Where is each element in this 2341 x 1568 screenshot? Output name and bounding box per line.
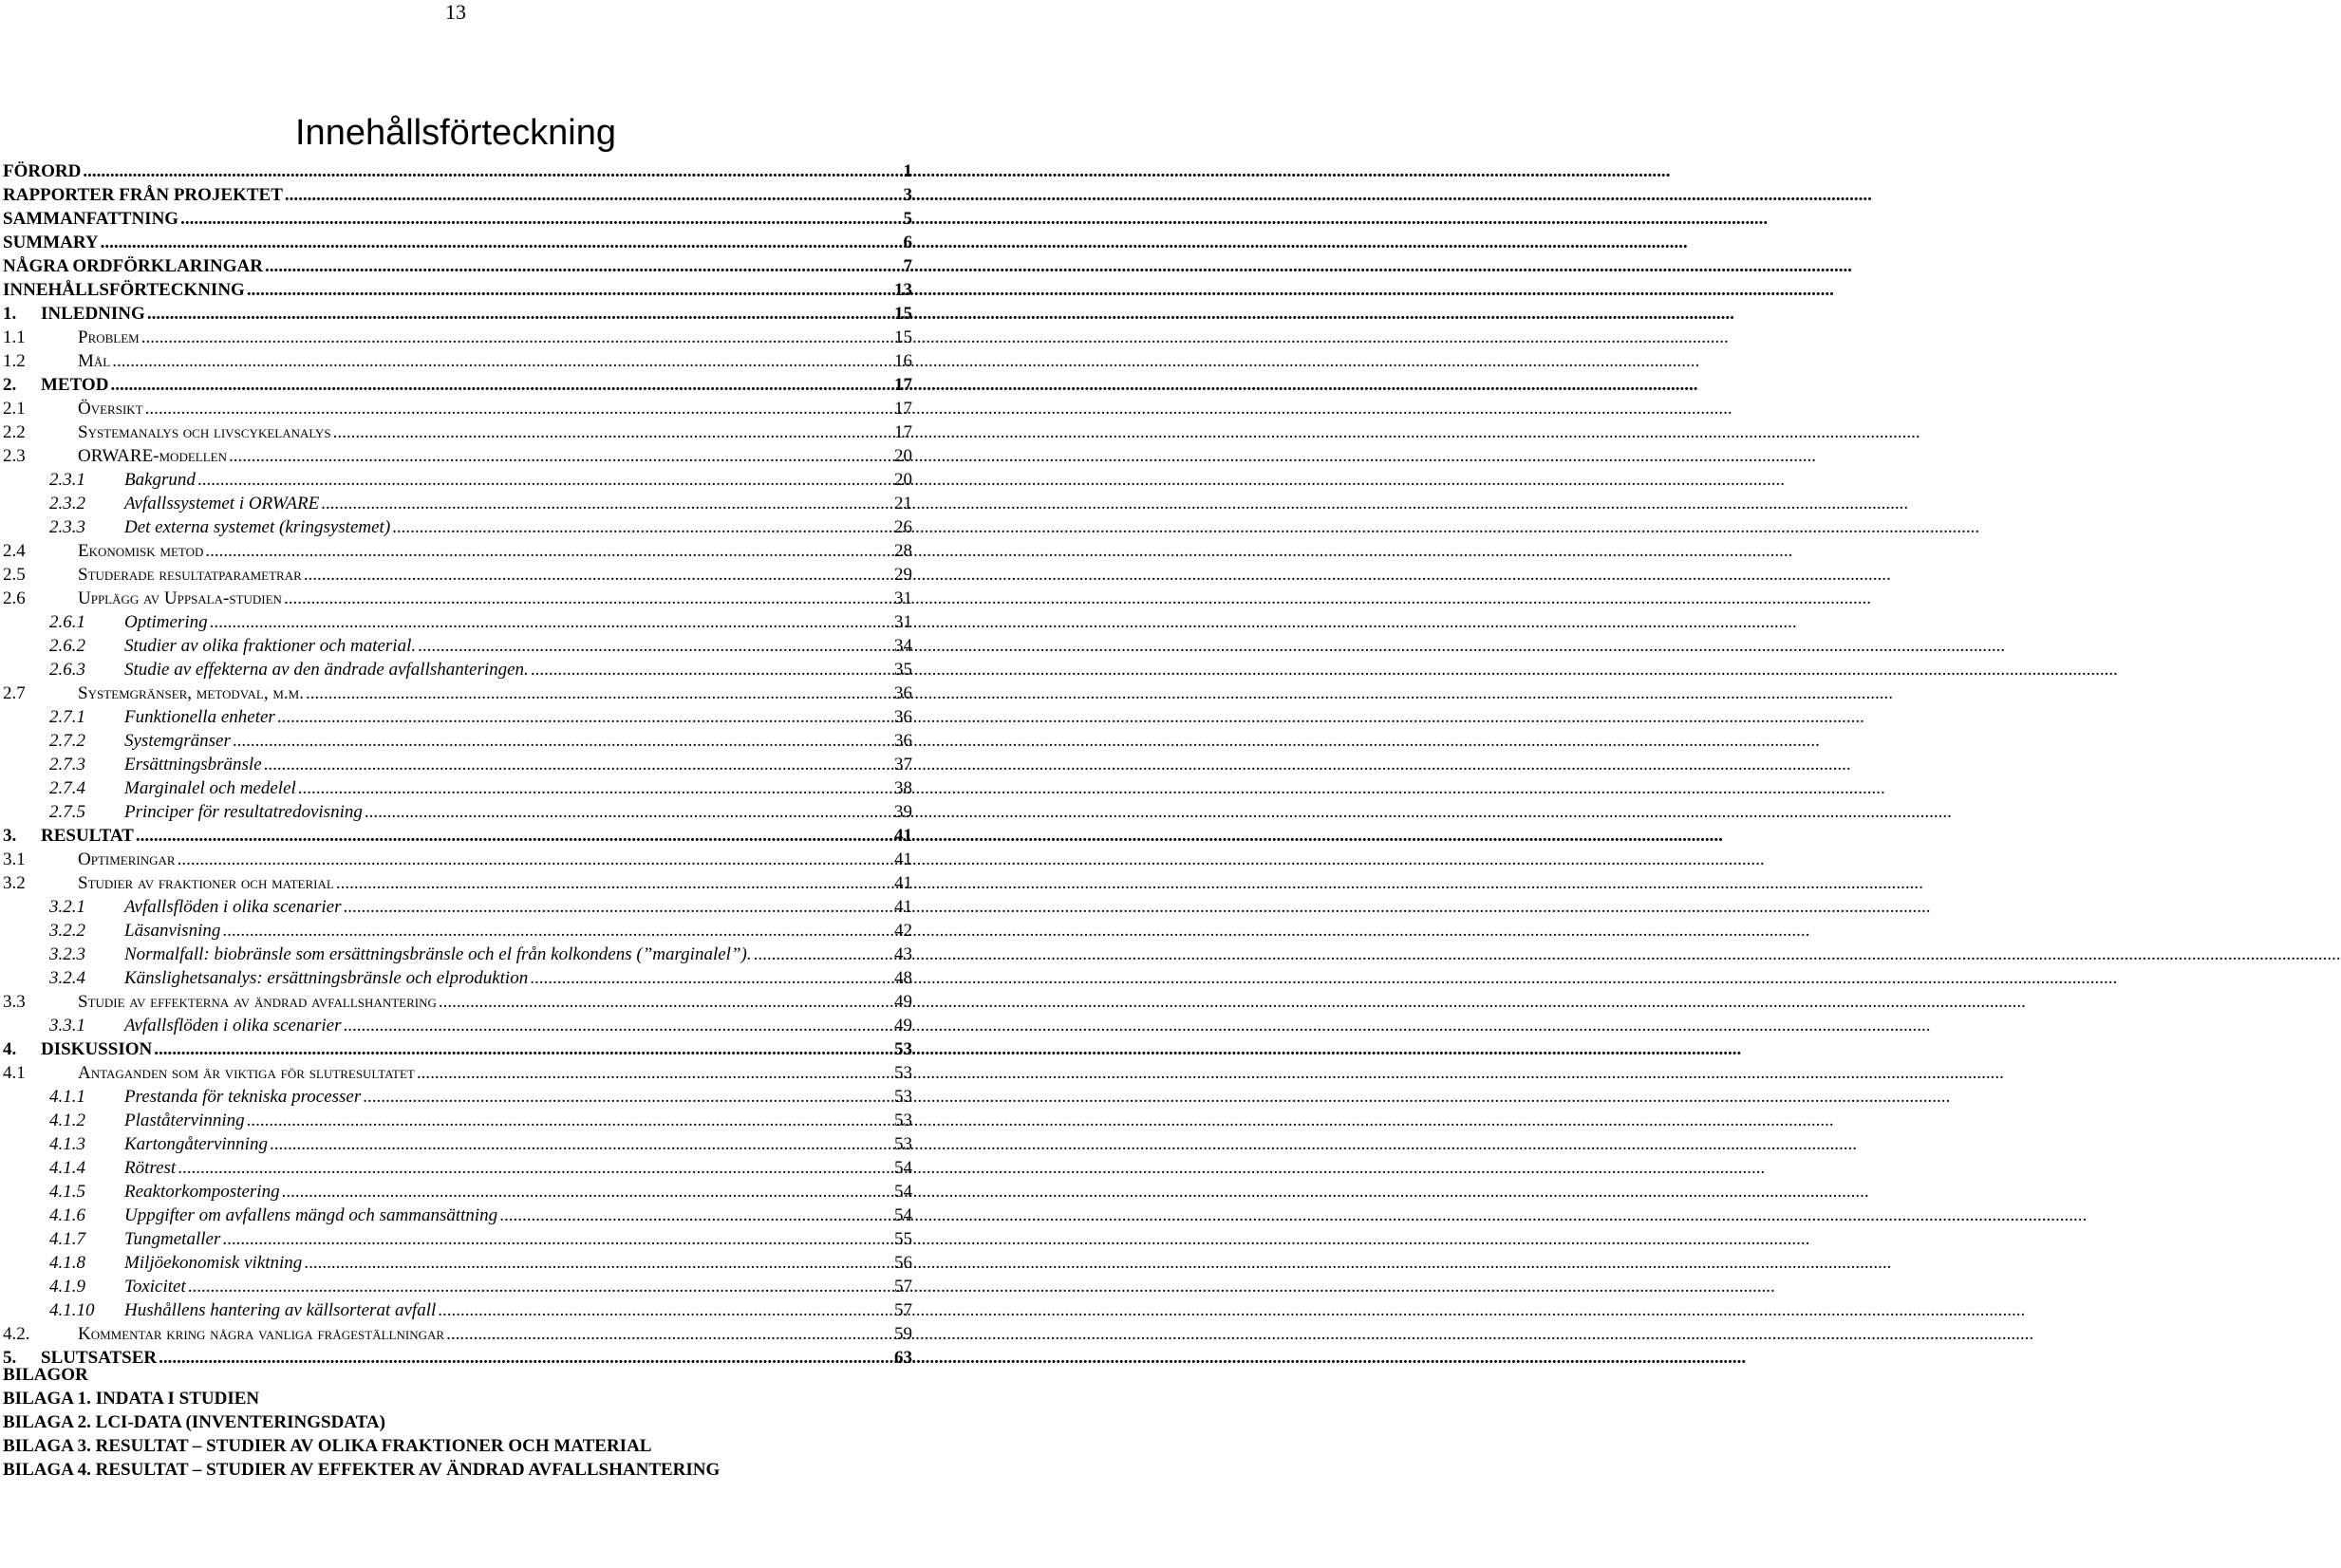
toc-entry-page: 57 [894,1300,912,1320]
toc-entry-label: Studie av effekterna av ändrad avfallshantering [78,992,437,1012]
toc-entry[interactable] [3,515,912,539]
toc-entry-number: 2.5 [3,565,26,585]
toc-dot-leader [439,990,890,1014]
toc-entry-label: Toxicitet [124,1277,186,1297]
toc-entry-number: 4.1.9 [49,1277,85,1297]
toc-entry[interactable] [3,800,912,824]
toc-entry-label: Systemanalys och livscykelanalys [78,422,331,442]
toc-entry-number: 2.2 [3,422,26,442]
toc-entry-page: 38 [894,778,912,798]
toc-entry-number: 2.6 [3,588,26,608]
toc-dot-leader [282,1180,890,1204]
toc-entry-label: Avfallssystemet i ORWARE [124,494,320,513]
toc-dot-leader [136,824,890,848]
toc-entry-number: 2.3 [3,446,26,466]
toc-entry-page: 63 [894,1348,912,1368]
toc-entry[interactable] [3,1204,912,1227]
toc-entry-label: RESULTAT [41,826,134,846]
toc-entry-number: 4.1.4 [49,1158,85,1178]
toc-entry[interactable] [3,1061,912,1085]
toc-entry-label: Systemgränser, metodval, m.m. [78,683,304,703]
toc-dot-leader [754,943,890,966]
page-number: 13 [445,0,466,24]
toc-entry-number: 2.1 [3,399,26,419]
toc-entry-number: 2.3.3 [49,517,85,537]
toc-entry-number: 3.2 [3,873,26,893]
toc-entry[interactable] [3,729,912,753]
toc-entry[interactable] [3,159,912,183]
toc-entry-page: 7 [903,256,912,276]
toc-entry-page: 39 [894,802,912,822]
toc-entry-label: NÅGRA ORDFÖRKLARINGAR [3,256,263,276]
toc-entry-number: 4.1 [3,1063,26,1083]
toc-entry-number: 4.1.7 [49,1229,85,1249]
toc-entry-number: 4.1.10 [49,1300,95,1320]
toc-entry-number: 1.2 [3,351,26,371]
toc-entry[interactable] [3,1180,912,1204]
toc-entry-label: Läsanvisning [124,921,221,941]
toc-entry-number: 2. [3,375,17,395]
toc-entry-page: 53 [894,1134,912,1154]
toc-entry[interactable] [3,539,912,563]
toc-entry-number: 2.7 [3,683,26,703]
toc-dot-leader [438,1298,890,1322]
toc-entry-label: Det externa systemet (kringsystemet) [124,517,391,537]
toc-entry-number: 4.1.5 [49,1182,85,1202]
toc-entry-label: Problem [78,327,140,347]
toc-entry-label: SLUTSATSER [41,1348,158,1368]
toc-entry-page: 54 [894,1182,912,1202]
toc-dot-leader [270,1132,890,1156]
toc-entry-number: 3.1 [3,849,26,869]
toc-entry-label: Mål [78,351,111,371]
toc-dot-leader [188,1275,890,1298]
toc-entry-label: Bakgrund [124,470,196,490]
toc-entry-page: 36 [894,731,912,751]
toc-entry[interactable] [3,824,912,848]
toc-entry-page: 43 [894,944,912,964]
toc-dot-leader [417,1061,890,1085]
toc-entry-page: 26 [894,517,912,537]
toc-entry[interactable] [3,1132,912,1156]
toc-dot-leader [499,1204,890,1227]
toc-entry-page: 20 [894,470,912,490]
toc-entry-number: 3.2.1 [49,897,85,917]
toc-entry-number: 4.1.6 [49,1205,85,1225]
toc-entry-label: INNEHÅLLSFÖRTECKNING [3,280,245,300]
toc-entry[interactable] [3,468,912,492]
toc-entry-number: 2.6.3 [49,660,85,680]
toc-entry[interactable] [3,254,912,278]
toc-dot-leader [418,634,890,658]
toc-entry-number: 4.1.8 [49,1253,85,1273]
toc-entry-page: 17 [894,375,912,395]
toc-dot-leader [285,183,900,207]
toc-dot-leader [147,302,890,326]
appendix-item: BILAGA 1. INDATA I STUDIEN [3,1389,260,1409]
toc-dot-leader [180,207,899,231]
toc-entry-label: Marginalel och medelel [124,778,296,798]
toc-dot-leader [304,1251,890,1275]
toc-entry-label: Studier av fraktioner och material [78,873,334,893]
toc-entry[interactable] [3,871,912,895]
toc-dot-leader [336,871,890,895]
toc-entry-page: 53 [894,1039,912,1059]
toc-entry-number: 5. [3,1348,17,1368]
toc-entry-label: Optimeringar [78,849,176,869]
toc-entry[interactable] [3,397,912,420]
toc-entry-page: 13 [894,280,912,300]
toc-dot-leader [277,705,890,729]
toc-entry[interactable] [3,919,912,943]
toc-entry-number: 2.6.1 [49,612,85,632]
toc-entry-page: 36 [894,707,912,727]
toc-entry[interactable] [3,943,912,966]
toc-dot-leader [110,373,890,397]
toc-entry-page: 21 [894,494,912,513]
toc-entry-label: Studier av olika fraktioner och material. [124,636,417,656]
toc-entry-label: Kartongåtervinning [124,1134,268,1154]
toc-entry[interactable] [3,1251,912,1275]
toc-entry-number: 2.7.3 [49,755,85,775]
toc-entry[interactable] [3,848,912,871]
toc-entry-label: Studie av effekterna av den ändrade avfallshanteringen. [124,660,529,680]
toc-dot-leader [83,159,899,183]
toc-entry[interactable] [3,753,912,776]
toc-entry-number: 4.1.3 [49,1134,85,1154]
appendix-item: BILAGA 3. RESULTAT – STUDIER AV OLIKA FRAKTIONER OCH MATERIAL [3,1436,652,1456]
toc-entry-page: 29 [894,565,912,585]
toc-entry[interactable] [3,1275,912,1298]
toc-entry-number: 2.3.2 [49,494,85,513]
toc-entry-page: 54 [894,1205,912,1225]
toc-dot-leader [247,1109,890,1132]
toc-entry-label: Uppgifter om avfallens mängd och sammansättning [124,1205,498,1225]
toc-entry-label: SAMMANFATTNING [3,209,179,229]
toc-entry-page: 6 [903,233,912,252]
toc-dot-leader [154,1037,890,1061]
toc-dot-leader [112,349,890,373]
toc-entry[interactable] [3,1109,912,1132]
toc-dot-leader [210,610,890,634]
toc-entry[interactable] [3,1298,912,1322]
toc-dot-leader [197,468,890,492]
toc-entry-page: 59 [894,1324,912,1344]
toc-entry[interactable] [3,326,912,349]
toc-entry-page: 54 [894,1158,912,1178]
toc-entry[interactable] [3,1037,912,1061]
appendix-heading: BILAGOR [3,1365,88,1385]
toc-entry-page: 41 [894,849,912,869]
toc-dot-leader [321,492,890,515]
toc-entry-label: INLEDNING [41,304,145,324]
toc-entry-label: Optimering [124,612,208,632]
toc-entry-label: Prestanda för tekniska processer [124,1087,362,1107]
toc-entry[interactable] [3,610,912,634]
toc-entry-number: 4. [3,1039,17,1059]
toc-entry[interactable] [3,1014,912,1037]
toc-entry[interactable] [3,1322,912,1346]
toc-entry-page: 28 [894,541,912,561]
toc-entry-number: 3.2.2 [49,921,85,941]
toc-entry-number: 2.7.1 [49,707,85,727]
toc-entry[interactable] [3,1085,912,1109]
toc-entry-page: 20 [894,446,912,466]
toc-entry-label: RAPPORTER FRÅN PROJEKTET [3,185,283,205]
toc-entry-page: 49 [894,992,912,1012]
toc-dot-leader [178,1156,890,1180]
toc-entry-page: 49 [894,1016,912,1036]
toc-entry-label: Plaståtervinning [124,1111,245,1130]
toc-dot-leader [229,444,890,468]
toc-entry[interactable] [3,966,912,990]
toc-entry-number: 1. [3,304,17,324]
toc-dot-leader [222,1227,890,1251]
toc-entry-page: 17 [894,422,912,442]
toc-entry-number: 4.1.2 [49,1111,85,1130]
toc-entry-label: SUMMARY [3,233,99,252]
toc-entry-page: 15 [894,327,912,347]
toc-entry[interactable] [3,563,912,587]
toc-entry-label: METOD [41,375,109,395]
toc-dot-leader [298,776,890,800]
toc-entry-label: Tungmetaller [124,1229,221,1249]
toc-entry-number: 4.1.1 [49,1087,85,1107]
toc-entry[interactable] [3,776,912,800]
toc-entry-page: 3 [903,185,912,205]
toc-entry-number: 2.3.1 [49,470,85,490]
toc-entry-page: 53 [894,1111,912,1130]
toc-entry[interactable] [3,278,912,302]
toc-entry-label: Miljöekonomisk viktning [124,1253,303,1273]
toc-dot-leader [222,919,890,943]
toc-entry[interactable] [3,420,912,444]
toc-entry-page: 5 [903,209,912,229]
toc-entry[interactable] [3,681,912,705]
toc-entry[interactable] [3,302,912,326]
toc-entry-page: 17 [894,399,912,419]
toc-entry-number: 3. [3,826,17,846]
toc-dot-leader [531,658,890,681]
toc-entry-number: 1.1 [3,327,26,347]
toc-entry-label: Hushållens hantering av källsorterat avfall [124,1300,437,1320]
toc-entry[interactable] [3,444,912,468]
toc-dot-leader [363,1085,890,1109]
toc-entry-page: 53 [894,1087,912,1107]
toc-entry-number: 2.7.4 [49,778,85,798]
toc-entry-number: 3.2.4 [49,968,85,988]
toc-dot-leader [344,1014,891,1037]
toc-entry-page: 53 [894,1063,912,1083]
toc-entry-label: Känslighetsanalys: ersättningsbränsle och elproduktion [124,968,529,988]
toc-entry-label: Normalfall: biobränsle som ersättningsbränsle och el från kolkondens (”marginalel”). [124,944,752,964]
toc-dot-leader [306,681,890,705]
toc-entry-label: Avfallsflöden i olika scenarier [124,1016,342,1036]
toc-dot-leader [265,254,900,278]
toc-dot-leader [233,729,890,753]
toc-entry-page: 31 [894,612,912,632]
toc-entry-label: ORWARE-modellen [78,446,227,466]
toc-entry-label: Ersättningsbränsle [124,755,262,775]
toc-entry-label: FÖRORD [3,161,82,181]
toc-dot-leader [205,539,890,563]
toc-entry-page: 34 [894,636,912,656]
toc-entry[interactable] [3,634,912,658]
toc-entry-label: DISKUSSION [41,1039,153,1059]
toc-entry-page: 36 [894,683,912,703]
toc-dot-leader [141,326,890,349]
toc-entry-number: 3.2.3 [49,944,85,964]
toc-entry-page: 57 [894,1277,912,1297]
toc-entry[interactable] [3,587,912,610]
toc-entry-page: 1 [903,161,912,181]
toc-entry-page: 31 [894,588,912,608]
toc-entry-label: Reaktorkompostering [124,1182,280,1202]
toc-entry[interactable] [3,492,912,515]
toc-entry-label: Ekonomisk metod [78,541,204,561]
toc-entry-number: 2.7.5 [49,802,85,822]
toc-entry[interactable] [3,705,912,729]
toc-entry-page: 48 [894,968,912,988]
toc-entry-label: Upplägg av Uppsala-studien [78,588,282,608]
toc-dot-leader [247,278,890,302]
toc-dot-leader [344,895,891,919]
toc-dot-leader [145,397,890,420]
toc-entry-label: Studerade resultatparametrar [78,565,302,585]
toc-dot-leader [365,800,890,824]
toc-entry-label: Antaganden som är viktiga för slutresultatet [78,1063,415,1083]
table-of-contents [3,159,912,1370]
toc-entry-number: 3.3 [3,992,26,1012]
document-title: Innehållsförteckning [295,113,616,153]
toc-entry-page: 41 [894,826,912,846]
toc-entry-label: Funktionella enheter [124,707,275,727]
toc-entry-page: 35 [894,660,912,680]
toc-entry-number: 2.6.2 [49,636,85,656]
toc-entry[interactable] [3,207,912,231]
toc-entry[interactable] [3,1227,912,1251]
toc-entry-page: 56 [894,1253,912,1273]
toc-entry[interactable] [3,990,912,1014]
toc-entry-number: 3.3.1 [49,1016,85,1036]
toc-entry-page: 55 [894,1229,912,1249]
toc-entry[interactable] [3,658,912,681]
toc-entry[interactable] [3,895,912,919]
toc-entry[interactable] [3,349,912,373]
toc-dot-leader [530,966,890,990]
toc-entry[interactable] [3,183,912,207]
toc-entry-page: 37 [894,755,912,775]
toc-dot-leader [304,563,890,587]
toc-entry[interactable] [3,231,912,254]
toc-entry-number: 4.2. [3,1324,30,1344]
toc-dot-leader [101,231,900,254]
toc-dot-leader [264,753,890,776]
toc-dot-leader [392,515,890,539]
toc-entry[interactable] [3,373,912,397]
toc-entry-number: 2.7.2 [49,731,85,751]
toc-entry-page: 15 [894,304,912,324]
toc-dot-leader [446,1322,890,1346]
toc-entry-label: Kommentar kring några vanliga frågeställningar [78,1324,445,1344]
appendix-list [3,1363,720,1482]
appendix-item: BILAGA 4. RESULTAT – STUDIER AV EFFEKTER AV ÄNDRAD AVFALLSHANTERING [3,1460,721,1480]
toc-entry-label: Systemgränser [124,731,231,751]
toc-dot-leader [333,420,890,444]
appendix-item: BILAGA 2. LCI-DATA (INVENTERINGSDATA) [3,1412,385,1432]
toc-entry-label: Översikt [78,399,143,419]
toc-entry-number: 2.4 [3,541,26,561]
toc-dot-leader [284,587,890,610]
toc-entry-page: 41 [894,873,912,893]
toc-dot-leader [178,848,890,871]
toc-entry-label: Rötrest [124,1158,177,1178]
toc-entry-page: 42 [894,921,912,941]
toc-entry-label: Principer för resultatredovisning [124,802,363,822]
toc-entry-page: 41 [894,897,912,917]
toc-entry-page: 16 [894,351,912,371]
toc-entry[interactable] [3,1156,912,1180]
toc-entry-label: Avfallsflöden i olika scenarier [124,897,342,917]
